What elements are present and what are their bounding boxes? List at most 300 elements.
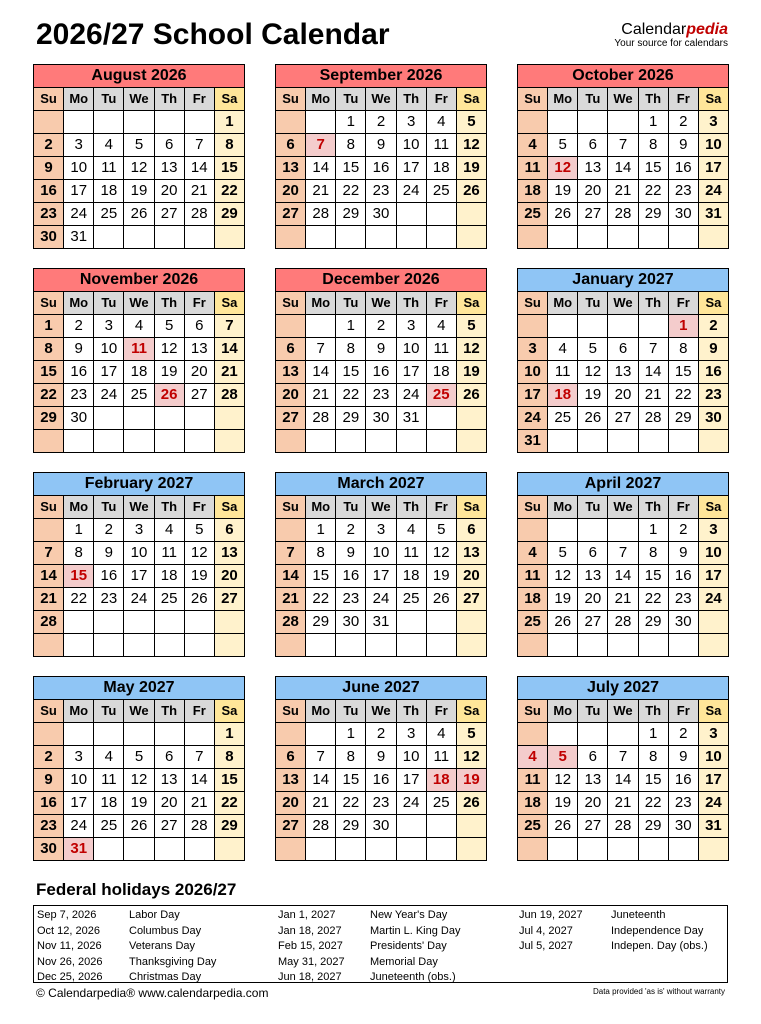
day-cell[interactable]: 26 — [185, 588, 215, 611]
day-cell[interactable]: 17 — [124, 565, 154, 588]
day-cell[interactable]: 20 — [578, 792, 608, 815]
day-cell[interactable]: 11 — [427, 338, 457, 361]
day-cell[interactable]: 19 — [124, 180, 154, 203]
day-cell[interactable]: 20 — [215, 565, 245, 588]
day-cell[interactable]: 8 — [64, 542, 94, 565]
day-cell[interactable]: 10 — [64, 769, 94, 792]
day-cell[interactable]: 25 — [427, 384, 457, 407]
day-cell[interactable]: 11 — [94, 769, 124, 792]
day-cell[interactable]: 29 — [639, 815, 669, 838]
day-cell[interactable]: 7 — [276, 542, 306, 565]
day-cell[interactable]: 4 — [518, 134, 548, 157]
day-cell[interactable]: 16 — [669, 157, 699, 180]
day-cell[interactable]: 16 — [64, 361, 94, 384]
day-cell[interactable]: 30 — [366, 815, 396, 838]
day-cell[interactable]: 31 — [397, 407, 427, 430]
day-cell[interactable]: 24 — [94, 384, 124, 407]
day-cell[interactable]: 25 — [427, 792, 457, 815]
day-cell[interactable]: 14 — [34, 565, 64, 588]
day-cell[interactable]: 2 — [366, 723, 396, 746]
day-cell[interactable]: 8 — [215, 134, 245, 157]
day-cell[interactable]: 9 — [669, 542, 699, 565]
day-cell[interactable]: 8 — [336, 134, 366, 157]
day-cell[interactable]: 24 — [64, 203, 94, 226]
day-cell[interactable]: 23 — [699, 384, 729, 407]
day-cell[interactable]: 2 — [34, 134, 64, 157]
day-cell[interactable]: 5 — [124, 746, 154, 769]
day-cell[interactable]: 22 — [336, 180, 366, 203]
day-cell[interactable]: 31 — [64, 838, 94, 861]
day-cell[interactable]: 20 — [276, 792, 306, 815]
day-cell[interactable]: 25 — [427, 180, 457, 203]
day-cell[interactable]: 15 — [64, 565, 94, 588]
day-cell[interactable]: 4 — [548, 338, 578, 361]
day-cell[interactable]: 7 — [306, 338, 336, 361]
day-cell[interactable]: 11 — [155, 542, 185, 565]
day-cell[interactable]: 7 — [306, 134, 336, 157]
day-cell[interactable]: 30 — [366, 407, 396, 430]
day-cell[interactable]: 6 — [276, 134, 306, 157]
day-cell[interactable]: 9 — [669, 134, 699, 157]
day-cell[interactable]: 20 — [155, 180, 185, 203]
day-cell[interactable]: 19 — [457, 157, 487, 180]
day-cell[interactable]: 28 — [608, 611, 638, 634]
day-cell[interactable]: 8 — [336, 746, 366, 769]
day-cell[interactable]: 5 — [185, 519, 215, 542]
day-cell[interactable]: 14 — [608, 157, 638, 180]
day-cell[interactable]: 2 — [669, 723, 699, 746]
day-cell[interactable]: 12 — [548, 157, 578, 180]
day-cell[interactable]: 16 — [699, 361, 729, 384]
day-cell[interactable]: 30 — [64, 407, 94, 430]
day-cell[interactable]: 3 — [699, 111, 729, 134]
day-cell[interactable]: 4 — [427, 315, 457, 338]
day-cell[interactable]: 12 — [578, 361, 608, 384]
day-cell[interactable]: 31 — [699, 203, 729, 226]
day-cell[interactable]: 3 — [94, 315, 124, 338]
day-cell[interactable]: 29 — [34, 407, 64, 430]
day-cell[interactable]: 19 — [548, 588, 578, 611]
day-cell[interactable]: 24 — [699, 588, 729, 611]
day-cell[interactable]: 10 — [366, 542, 396, 565]
day-cell[interactable]: 18 — [427, 361, 457, 384]
day-cell[interactable]: 28 — [306, 407, 336, 430]
day-cell[interactable]: 13 — [578, 565, 608, 588]
day-cell[interactable]: 17 — [397, 769, 427, 792]
day-cell[interactable]: 30 — [699, 407, 729, 430]
day-cell[interactable]: 11 — [548, 361, 578, 384]
day-cell[interactable]: 10 — [397, 134, 427, 157]
day-cell[interactable]: 9 — [34, 157, 64, 180]
day-cell[interactable]: 2 — [366, 111, 396, 134]
day-cell[interactable]: 19 — [457, 769, 487, 792]
day-cell[interactable]: 3 — [366, 519, 396, 542]
day-cell[interactable]: 15 — [336, 157, 366, 180]
day-cell[interactable]: 21 — [276, 588, 306, 611]
day-cell[interactable]: 20 — [608, 384, 638, 407]
day-cell[interactable]: 7 — [34, 542, 64, 565]
day-cell[interactable]: 23 — [336, 588, 366, 611]
day-cell[interactable]: 3 — [397, 723, 427, 746]
day-cell[interactable]: 28 — [608, 203, 638, 226]
day-cell[interactable]: 26 — [548, 203, 578, 226]
day-cell[interactable]: 12 — [124, 157, 154, 180]
day-cell[interactable]: 14 — [185, 769, 215, 792]
day-cell[interactable]: 16 — [669, 565, 699, 588]
brand-logo[interactable] — [614, 22, 728, 50]
day-cell[interactable]: 5 — [578, 338, 608, 361]
day-cell[interactable]: 23 — [366, 180, 396, 203]
day-cell[interactable]: 24 — [699, 180, 729, 203]
day-cell[interactable]: 2 — [669, 111, 699, 134]
day-cell[interactable]: 22 — [306, 588, 336, 611]
day-cell[interactable]: 4 — [397, 519, 427, 542]
day-cell[interactable]: 23 — [669, 792, 699, 815]
day-cell[interactable]: 3 — [699, 519, 729, 542]
day-cell[interactable]: 21 — [185, 180, 215, 203]
day-cell[interactable]: 27 — [185, 384, 215, 407]
day-cell[interactable]: 14 — [608, 565, 638, 588]
day-cell[interactable]: 9 — [34, 769, 64, 792]
day-cell[interactable]: 11 — [427, 746, 457, 769]
day-cell[interactable]: 25 — [518, 611, 548, 634]
day-cell[interactable]: 20 — [185, 361, 215, 384]
day-cell[interactable]: 25 — [518, 203, 548, 226]
day-cell[interactable]: 19 — [578, 384, 608, 407]
day-cell[interactable]: 6 — [276, 338, 306, 361]
day-cell[interactable]: 24 — [64, 815, 94, 838]
day-cell[interactable]: 2 — [94, 519, 124, 542]
day-cell[interactable]: 27 — [276, 815, 306, 838]
day-cell[interactable]: 12 — [124, 769, 154, 792]
day-cell[interactable]: 29 — [669, 407, 699, 430]
day-cell[interactable]: 27 — [276, 407, 306, 430]
day-cell[interactable]: 14 — [306, 361, 336, 384]
day-cell[interactable]: 20 — [276, 384, 306, 407]
day-cell[interactable]: 13 — [215, 542, 245, 565]
day-cell[interactable]: 23 — [669, 180, 699, 203]
day-cell[interactable]: 22 — [64, 588, 94, 611]
day-cell[interactable]: 6 — [155, 746, 185, 769]
day-cell[interactable]: 22 — [215, 792, 245, 815]
day-cell[interactable]: 15 — [639, 157, 669, 180]
day-cell[interactable]: 24 — [397, 384, 427, 407]
day-cell[interactable]: 22 — [639, 588, 669, 611]
day-cell[interactable]: 6 — [608, 338, 638, 361]
day-cell[interactable]: 24 — [366, 588, 396, 611]
day-cell[interactable]: 19 — [548, 180, 578, 203]
day-cell[interactable]: 5 — [548, 542, 578, 565]
day-cell[interactable]: 14 — [185, 157, 215, 180]
day-cell[interactable]: 18 — [427, 157, 457, 180]
day-cell[interactable]: 9 — [64, 338, 94, 361]
day-cell[interactable]: 1 — [215, 111, 245, 134]
day-cell[interactable]: 16 — [94, 565, 124, 588]
day-cell[interactable]: 8 — [639, 134, 669, 157]
day-cell[interactable]: 20 — [457, 565, 487, 588]
day-cell[interactable]: 8 — [215, 746, 245, 769]
day-cell[interactable]: 13 — [155, 157, 185, 180]
day-cell[interactable]: 4 — [124, 315, 154, 338]
day-cell[interactable]: 18 — [518, 792, 548, 815]
day-cell[interactable]: 27 — [578, 203, 608, 226]
day-cell[interactable]: 13 — [578, 769, 608, 792]
day-cell[interactable]: 4 — [94, 134, 124, 157]
day-cell[interactable]: 22 — [639, 792, 669, 815]
day-cell[interactable]: 27 — [608, 407, 638, 430]
day-cell[interactable]: 9 — [366, 746, 396, 769]
day-cell[interactable]: 27 — [276, 203, 306, 226]
day-cell[interactable]: 28 — [306, 815, 336, 838]
day-cell[interactable]: 22 — [639, 180, 669, 203]
day-cell[interactable]: 23 — [34, 815, 64, 838]
day-cell[interactable]: 10 — [699, 746, 729, 769]
day-cell[interactable]: 1 — [669, 315, 699, 338]
day-cell[interactable]: 13 — [608, 361, 638, 384]
day-cell[interactable]: 17 — [699, 769, 729, 792]
day-cell[interactable]: 6 — [578, 746, 608, 769]
day-cell[interactable]: 10 — [518, 361, 548, 384]
day-cell[interactable]: 29 — [215, 203, 245, 226]
day-cell[interactable]: 5 — [427, 519, 457, 542]
day-cell[interactable]: 27 — [457, 588, 487, 611]
day-cell[interactable]: 3 — [397, 315, 427, 338]
day-cell[interactable]: 10 — [124, 542, 154, 565]
day-cell[interactable]: 7 — [306, 746, 336, 769]
day-cell[interactable]: 23 — [366, 384, 396, 407]
day-cell[interactable]: 3 — [64, 134, 94, 157]
day-cell[interactable]: 12 — [457, 134, 487, 157]
day-cell[interactable]: 2 — [34, 746, 64, 769]
day-cell[interactable]: 9 — [699, 338, 729, 361]
day-cell[interactable]: 4 — [427, 723, 457, 746]
day-cell[interactable]: 3 — [699, 723, 729, 746]
day-cell[interactable]: 26 — [427, 588, 457, 611]
day-cell[interactable]: 24 — [397, 180, 427, 203]
day-cell[interactable]: 7 — [639, 338, 669, 361]
day-cell[interactable]: 21 — [34, 588, 64, 611]
day-cell[interactable]: 25 — [94, 203, 124, 226]
day-cell[interactable]: 7 — [608, 134, 638, 157]
day-cell[interactable]: 30 — [669, 815, 699, 838]
day-cell[interactable]: 10 — [94, 338, 124, 361]
day-cell[interactable]: 10 — [397, 746, 427, 769]
day-cell[interactable]: 18 — [427, 769, 457, 792]
day-cell[interactable]: 6 — [155, 134, 185, 157]
day-cell[interactable]: 27 — [155, 815, 185, 838]
day-cell[interactable]: 30 — [669, 611, 699, 634]
day-cell[interactable]: 30 — [34, 838, 64, 861]
day-cell[interactable]: 25 — [548, 407, 578, 430]
day-cell[interactable]: 10 — [397, 338, 427, 361]
day-cell[interactable]: 26 — [548, 611, 578, 634]
day-cell[interactable]: 21 — [608, 588, 638, 611]
day-cell[interactable]: 18 — [518, 180, 548, 203]
day-cell[interactable]: 26 — [457, 180, 487, 203]
day-cell[interactable]: 11 — [518, 769, 548, 792]
day-cell[interactable]: 16 — [34, 180, 64, 203]
day-cell[interactable]: 7 — [185, 746, 215, 769]
day-cell[interactable]: 26 — [457, 792, 487, 815]
day-cell[interactable]: 29 — [215, 815, 245, 838]
day-cell[interactable]: 1 — [336, 723, 366, 746]
day-cell[interactable]: 12 — [185, 542, 215, 565]
day-cell[interactable]: 17 — [699, 157, 729, 180]
day-cell[interactable]: 10 — [699, 542, 729, 565]
day-cell[interactable]: 9 — [366, 338, 396, 361]
day-cell[interactable]: 18 — [397, 565, 427, 588]
day-cell[interactable]: 26 — [124, 815, 154, 838]
day-cell[interactable]: 1 — [215, 723, 245, 746]
day-cell[interactable]: 4 — [155, 519, 185, 542]
day-cell[interactable]: 31 — [366, 611, 396, 634]
day-cell[interactable]: 15 — [639, 565, 669, 588]
day-cell[interactable]: 25 — [155, 588, 185, 611]
day-cell[interactable]: 16 — [336, 565, 366, 588]
day-cell[interactable]: 18 — [94, 180, 124, 203]
day-cell[interactable]: 12 — [457, 746, 487, 769]
day-cell[interactable]: 24 — [518, 407, 548, 430]
day-cell[interactable]: 5 — [548, 134, 578, 157]
day-cell[interactable]: 29 — [336, 203, 366, 226]
day-cell[interactable]: 5 — [548, 746, 578, 769]
day-cell[interactable]: 19 — [427, 565, 457, 588]
day-cell[interactable]: 7 — [185, 134, 215, 157]
day-cell[interactable]: 15 — [34, 361, 64, 384]
day-cell[interactable]: 11 — [94, 157, 124, 180]
day-cell[interactable]: 19 — [457, 361, 487, 384]
day-cell[interactable]: 28 — [608, 815, 638, 838]
day-cell[interactable]: 1 — [639, 519, 669, 542]
day-cell[interactable]: 6 — [578, 134, 608, 157]
day-cell[interactable]: 14 — [639, 361, 669, 384]
day-cell[interactable]: 21 — [215, 361, 245, 384]
day-cell[interactable]: 18 — [94, 792, 124, 815]
day-cell[interactable]: 14 — [608, 769, 638, 792]
day-cell[interactable]: 29 — [639, 203, 669, 226]
day-cell[interactable]: 1 — [639, 723, 669, 746]
day-cell[interactable]: 9 — [94, 542, 124, 565]
day-cell[interactable]: 16 — [669, 769, 699, 792]
day-cell[interactable]: 17 — [94, 361, 124, 384]
day-cell[interactable]: 26 — [548, 815, 578, 838]
day-cell[interactable]: 4 — [518, 746, 548, 769]
day-cell[interactable]: 17 — [397, 157, 427, 180]
day-cell[interactable]: 1 — [306, 519, 336, 542]
day-cell[interactable]: 25 — [397, 588, 427, 611]
day-cell[interactable]: 3 — [64, 746, 94, 769]
day-cell[interactable]: 27 — [578, 815, 608, 838]
day-cell[interactable]: 14 — [306, 769, 336, 792]
day-cell[interactable]: 31 — [64, 226, 94, 249]
day-cell[interactable]: 8 — [639, 542, 669, 565]
day-cell[interactable]: 22 — [336, 792, 366, 815]
day-cell[interactable]: 4 — [518, 542, 548, 565]
day-cell[interactable]: 8 — [34, 338, 64, 361]
day-cell[interactable]: 18 — [124, 361, 154, 384]
day-cell[interactable]: 7 — [215, 315, 245, 338]
day-cell[interactable]: 11 — [518, 157, 548, 180]
day-cell[interactable]: 9 — [669, 746, 699, 769]
day-cell[interactable]: 2 — [699, 315, 729, 338]
day-cell[interactable]: 6 — [185, 315, 215, 338]
day-cell[interactable]: 12 — [155, 338, 185, 361]
day-cell[interactable]: 28 — [34, 611, 64, 634]
day-cell[interactable]: 2 — [669, 519, 699, 542]
day-cell[interactable]: 30 — [366, 203, 396, 226]
day-cell[interactable]: 30 — [336, 611, 366, 634]
day-cell[interactable]: 13 — [276, 157, 306, 180]
day-cell[interactable]: 7 — [608, 746, 638, 769]
day-cell[interactable]: 20 — [578, 588, 608, 611]
day-cell[interactable]: 29 — [639, 611, 669, 634]
day-cell[interactable]: 22 — [215, 180, 245, 203]
day-cell[interactable]: 1 — [34, 315, 64, 338]
day-cell[interactable]: 9 — [366, 134, 396, 157]
day-cell[interactable]: 25 — [518, 815, 548, 838]
day-cell[interactable]: 18 — [155, 565, 185, 588]
day-cell[interactable]: 1 — [336, 111, 366, 134]
day-cell[interactable]: 29 — [336, 815, 366, 838]
day-cell[interactable]: 6 — [276, 746, 306, 769]
day-cell[interactable]: 2 — [336, 519, 366, 542]
day-cell[interactable]: 5 — [457, 111, 487, 134]
day-cell[interactable]: 18 — [548, 384, 578, 407]
day-cell[interactable]: 19 — [548, 792, 578, 815]
day-cell[interactable]: 21 — [306, 792, 336, 815]
day-cell[interactable]: 21 — [306, 180, 336, 203]
day-cell[interactable]: 27 — [215, 588, 245, 611]
day-cell[interactable]: 23 — [669, 588, 699, 611]
day-cell[interactable]: 26 — [457, 384, 487, 407]
day-cell[interactable]: 30 — [669, 203, 699, 226]
day-cell[interactable]: 24 — [397, 792, 427, 815]
day-cell[interactable]: 28 — [306, 203, 336, 226]
day-cell[interactable]: 2 — [64, 315, 94, 338]
day-cell[interactable]: 13 — [185, 338, 215, 361]
day-cell[interactable]: 19 — [185, 565, 215, 588]
day-cell[interactable]: 22 — [336, 384, 366, 407]
day-cell[interactable]: 21 — [639, 384, 669, 407]
day-cell[interactable]: 23 — [64, 384, 94, 407]
day-cell[interactable]: 8 — [306, 542, 336, 565]
day-cell[interactable]: 21 — [185, 792, 215, 815]
day-cell[interactable]: 28 — [185, 203, 215, 226]
day-cell[interactable]: 23 — [366, 792, 396, 815]
day-cell[interactable]: 16 — [366, 769, 396, 792]
day-cell[interactable]: 1 — [64, 519, 94, 542]
day-cell[interactable]: 29 — [336, 407, 366, 430]
day-cell[interactable]: 30 — [34, 226, 64, 249]
day-cell[interactable]: 29 — [306, 611, 336, 634]
day-cell[interactable]: 26 — [578, 407, 608, 430]
day-cell[interactable]: 6 — [457, 519, 487, 542]
copyright-footer[interactable]: © Calendarpedia® www.calendarpedia.com — [36, 986, 269, 1000]
day-cell[interactable]: 3 — [124, 519, 154, 542]
day-cell[interactable]: 7 — [608, 542, 638, 565]
day-cell[interactable]: 26 — [155, 384, 185, 407]
day-cell[interactable]: 19 — [155, 361, 185, 384]
day-cell[interactable]: 20 — [578, 180, 608, 203]
day-cell[interactable]: 8 — [669, 338, 699, 361]
day-cell[interactable]: 22 — [34, 384, 64, 407]
day-cell[interactable]: 13 — [155, 769, 185, 792]
day-cell[interactable]: 14 — [215, 338, 245, 361]
day-cell[interactable]: 16 — [366, 157, 396, 180]
day-cell[interactable]: 17 — [64, 792, 94, 815]
day-cell[interactable]: 5 — [124, 134, 154, 157]
day-cell[interactable]: 25 — [94, 815, 124, 838]
